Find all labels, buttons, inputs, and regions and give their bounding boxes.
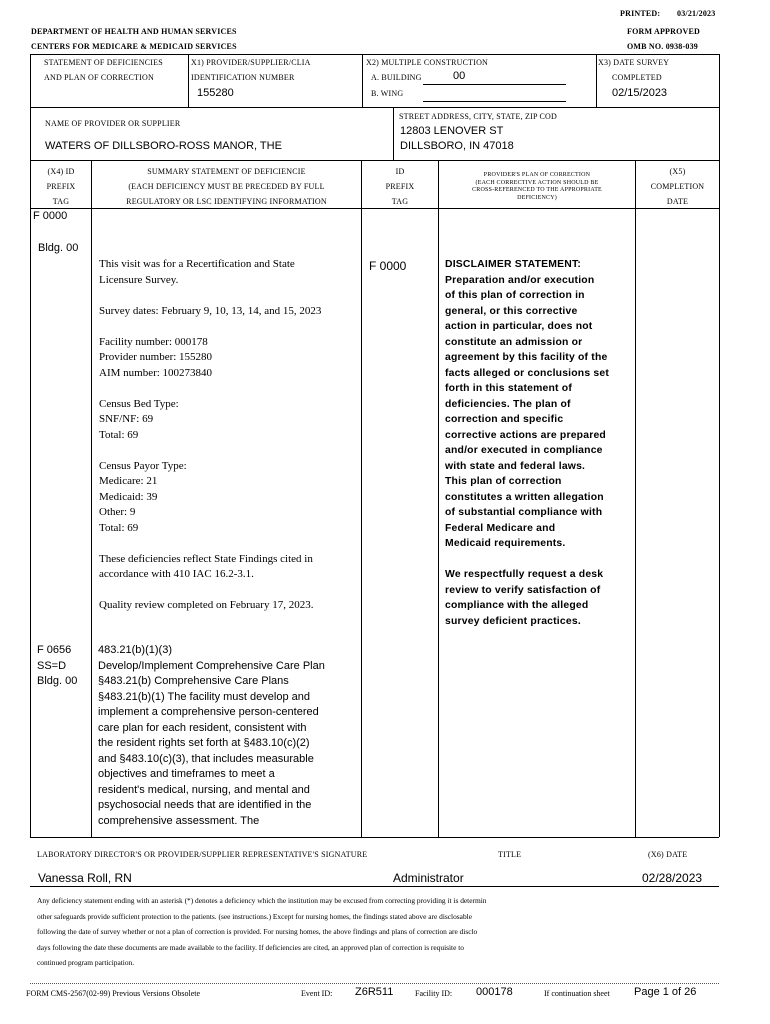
survey-completed-date: 02/15/2023 — [612, 87, 668, 99]
x3-label-2: COMPLETED — [612, 73, 662, 82]
visit-text-line — [99, 536, 321, 552]
visit-text-line: Survey dates: February 9, 10, 13, 14, and 15, 2023 — [99, 304, 322, 317]
tag-f0656 — [37, 643, 77, 690]
disclaimer-text-line: Preparation and/or execution — [445, 274, 595, 286]
visit-text-line: accordance with 410 IAC 16.2-3.1. — [99, 568, 254, 580]
footnote — [37, 893, 486, 971]
disclaimer-text-line — [445, 552, 609, 568]
disclaimer-text-line: constitute an admission or — [445, 336, 583, 348]
regulation-text-line: the resident rights set forth at §483.10(c)(2) — [98, 737, 310, 749]
visit-text-line: Medicaid: 39 — [99, 490, 158, 503]
disclaimer-text-line: constitutes a written allegation — [445, 491, 604, 503]
provider-bottom-rule — [30, 160, 719, 161]
footnote-text-line: Any deficiency statement ending with an asterisk (*) denotes a deficiency which the institution may be excused from correcting providing it is determin — [37, 896, 487, 905]
visit-text-line: Quality review completed on February 17, 2023. — [99, 599, 314, 611]
disclaimer-text-line: with state and federal laws. — [445, 460, 586, 472]
box-divider-2 — [362, 54, 363, 107]
disclaimer-text-line: agreement by this facility of the — [445, 352, 608, 363]
signatory-title: Administrator — [393, 871, 464, 885]
disclaimer-text-line: corrective actions are prepared — [445, 429, 606, 441]
disclaimer-text-line: Medicaid requirements. — [445, 538, 566, 549]
disclaimer-statement — [445, 257, 609, 629]
box-divider-1 — [188, 54, 189, 107]
facility-id-value: 000178 — [476, 986, 513, 998]
id-header: ID PREFIX TAG — [385, 167, 415, 206]
signature-date: 02/28/2023 — [642, 871, 703, 885]
footnote-text-line: days following the date these documents are made available to the facility. If deficiencies are cited, an approved plan of correction is requisite to — [37, 942, 464, 952]
visit-text-line: Total: 69 — [99, 521, 139, 534]
regulation-text-line: care plan for each resident, consistent with — [98, 721, 307, 734]
grid-divider-plan — [635, 160, 636, 837]
header-bottom-rule — [30, 107, 719, 108]
regulation-text-line: resident's medical, nursing, and mental and — [98, 783, 310, 796]
event-id-label: Event ID: — [301, 989, 333, 998]
x1-label-2: IDENTIFICATION NUMBER — [191, 73, 295, 82]
footer-rule — [30, 983, 719, 984]
tag-text-line: Bldg. 00 — [37, 675, 78, 687]
provider-right-border — [719, 107, 720, 160]
visit-text-line: Licensure Survey. — [99, 273, 179, 286]
disclaimer-text-line: compliance with the alleged — [445, 600, 589, 611]
regulation-text-line: psychosocial needs that are identified in the — [98, 799, 312, 811]
event-id-value: Z6R511 — [355, 986, 394, 998]
visit-text-line: These deficiencies reflect State Findings cited in — [99, 552, 313, 565]
visit-text-line — [99, 288, 321, 304]
header-top-rule — [30, 54, 719, 55]
regulation-text-line: and §483.10(c)(3), that includes measurable — [98, 752, 314, 765]
address-line-2: DILLSBORO, IN 47018 — [400, 140, 514, 152]
facility-id-label: Facility ID: — [415, 989, 453, 998]
footnote-text-line: other safeguards provide sufficient protection to the patients. (see instructions.) Except for nursing homes, the findings stated above are disclosable — [37, 911, 472, 921]
visit-text-line: AIM number: 100273840 — [99, 366, 213, 379]
box-right-border — [719, 54, 720, 107]
disclaimer-text-line: action in particular, does not — [445, 321, 593, 332]
x5-header: (X5) COMPLETION DATE — [650, 167, 705, 206]
visit-text-line — [99, 381, 321, 397]
tag-text-line: SS=D — [37, 659, 67, 672]
signatory-name: Vanessa Roll, RN — [38, 871, 132, 885]
omb-number: OMB NO. 0938-039 — [627, 42, 698, 51]
x3-label-1: X3) DATE SURVEY — [598, 58, 670, 67]
x1-label-1: X1) PROVIDER/SUPPLIER/CLIA — [191, 58, 311, 67]
id-tag-f0000: F 0000 — [369, 259, 407, 273]
visit-text-line: Facility number: 000178 — [99, 335, 208, 348]
visit-text-line: SNF/NF: 69 — [99, 413, 154, 425]
regulation-text-line: Develop/Implement Comprehensive Care Plan — [98, 659, 325, 672]
regulation-text-line: 483.21(b)(1)(3) — [98, 644, 172, 656]
grid-left-border — [30, 160, 31, 837]
disclaimer-text-line: deficiencies. The plan of — [445, 398, 571, 410]
footnote-text-line: continued program participation. — [37, 958, 135, 968]
disclaimer-text-line: general, or this corrective — [445, 305, 578, 317]
form-approved: FORM APPROVED — [627, 27, 701, 36]
printed-date: 03/21/2023 — [677, 9, 716, 18]
regulation-text-line: §483.21(b)(1) The facility must develop and — [98, 690, 310, 703]
form-number: FORM CMS-2567(02-99) Previous Versions Obsolete — [26, 989, 201, 998]
statement-label-2: AND PLAN OF CORRECTION — [44, 73, 154, 82]
disclaimer-text-line: forth in this statement of — [445, 383, 573, 394]
disclaimer-text-line: of substantial compliance with — [445, 507, 603, 518]
department-title: DEPARTMENT OF HEALTH AND HUMAN SERVICES — [31, 27, 237, 36]
box-left-border — [30, 54, 31, 107]
tag-text-line: F 0656 — [37, 644, 72, 656]
grid-divider-x4 — [91, 160, 92, 837]
regulation-text-line: §483.21(b) Comprehensive Care Plans — [98, 675, 289, 687]
box-divider-3 — [596, 54, 597, 107]
disclaimer-text-line: correction and specific — [445, 414, 564, 425]
disclaimer-text-line: of this plan of correction in — [445, 290, 585, 301]
x4-header: (X4) ID PREFIX TAG — [46, 167, 76, 206]
wing-label: B. WING — [371, 89, 404, 98]
visit-text-line — [99, 583, 321, 599]
grid-divider-id — [438, 160, 439, 837]
signature-rule — [30, 886, 719, 887]
building-label: A. BUILDING — [371, 73, 422, 82]
address-label: STREET ADDRESS, CITY, STATE, ZIP COD — [399, 112, 557, 121]
regulation-text — [98, 643, 325, 829]
building-underline — [423, 84, 566, 85]
regulation-text-line: objectives and timeframes to meet a — [98, 768, 275, 780]
visit-text-line: This visit was for a Recertification and State — [99, 258, 295, 270]
building-value: 00 — [453, 70, 466, 82]
visit-text-line: Provider number: 155280 — [99, 351, 213, 363]
statement-label-1: STATEMENT OF DEFICIENCIES — [44, 58, 163, 67]
disclaimer-text-line: facts alleged or conclusions set — [445, 367, 610, 379]
disclaimer-text-line: This plan of correction — [445, 476, 562, 487]
disclaimer-text-line: DISCLAIMER STATEMENT: — [445, 259, 581, 270]
tag-f0000: F 0000 — [33, 210, 68, 222]
provider-left-border — [30, 107, 31, 160]
visit-text-line — [99, 443, 321, 459]
regulation-text-line: implement a comprehensive person-centered — [98, 706, 319, 718]
disclaimer-text-line: We respectfully request a desk — [445, 569, 604, 580]
visit-text-line: Medicare: 21 — [99, 475, 158, 487]
date-label: (X6) DATE — [648, 850, 688, 859]
disclaimer-text-line: survey deficient practices. — [445, 615, 581, 627]
signature-label: LABORATORY DIRECTOR'S OR PROVIDER/SUPPLIER REPRESENTATIVE'S SIGNATURE — [37, 850, 368, 859]
provider-name-label: NAME OF PROVIDER OR SUPPLIER — [45, 119, 181, 128]
x2-label: X2) MULTIPLE CONSTRUCTION — [366, 58, 489, 67]
wing-underline — [423, 101, 566, 102]
address-line-1: 12803 LENOVER ST — [400, 125, 504, 137]
visit-text-line: Total: 69 — [99, 428, 139, 441]
plan-header: PROVIDER'S PLAN OF CORRECTION (EACH CORRECTIVE ACTION SHOULD BE CROSS-REFERENCED TO THE APPROPRIATE DEFICIENCY) — [472, 172, 602, 201]
visit-text-line — [99, 319, 321, 335]
summary-header: SUMMARY STATEMENT OF DEFICIENCIE (EACH DEFICIENCY MUST BE PRECEDED BY FULL REGULATORY OR LSC IDENTIFYING INFORMATION — [126, 167, 327, 206]
visit-text-line: Census Bed Type: — [99, 397, 179, 410]
disclaimer-text-line: Federal Medicare and — [445, 522, 556, 534]
provider-name: WATERS OF DILLSBORO-ROSS MANOR, THE — [45, 140, 282, 152]
footnote-text-line: following the date of survey whether or not a plan of correction is provided. For nursing homes, the above findings and plans of correction are disclo — [37, 927, 478, 937]
provider-id-number: 155280 — [197, 87, 234, 99]
visit-text-line: Other: 9 — [99, 506, 136, 518]
regulation-text-line: comprehensive assessment. The — [98, 814, 260, 827]
grid-right-border — [719, 160, 720, 837]
visit-summary — [99, 257, 321, 614]
visit-text-line: Census Payor Type: — [99, 459, 187, 472]
continuation-label: If continuation sheet — [544, 989, 610, 998]
centers-title: CENTERS FOR MEDICARE & MEDICAID SERVICES — [31, 42, 237, 51]
title-label: TITLE — [498, 850, 522, 859]
page-number: Page 1 of 26 — [634, 986, 697, 998]
disclaimer-text-line: and/or executed in compliance — [445, 445, 603, 456]
printed-label: PRINTED: — [620, 9, 661, 18]
provider-divider — [393, 107, 394, 160]
grid-bottom-rule — [30, 837, 719, 838]
grid-divider-summary — [361, 160, 362, 837]
disclaimer-text-line: review to verify satisfaction of — [445, 584, 601, 596]
bldg-label: Bldg. 00 — [38, 242, 79, 254]
